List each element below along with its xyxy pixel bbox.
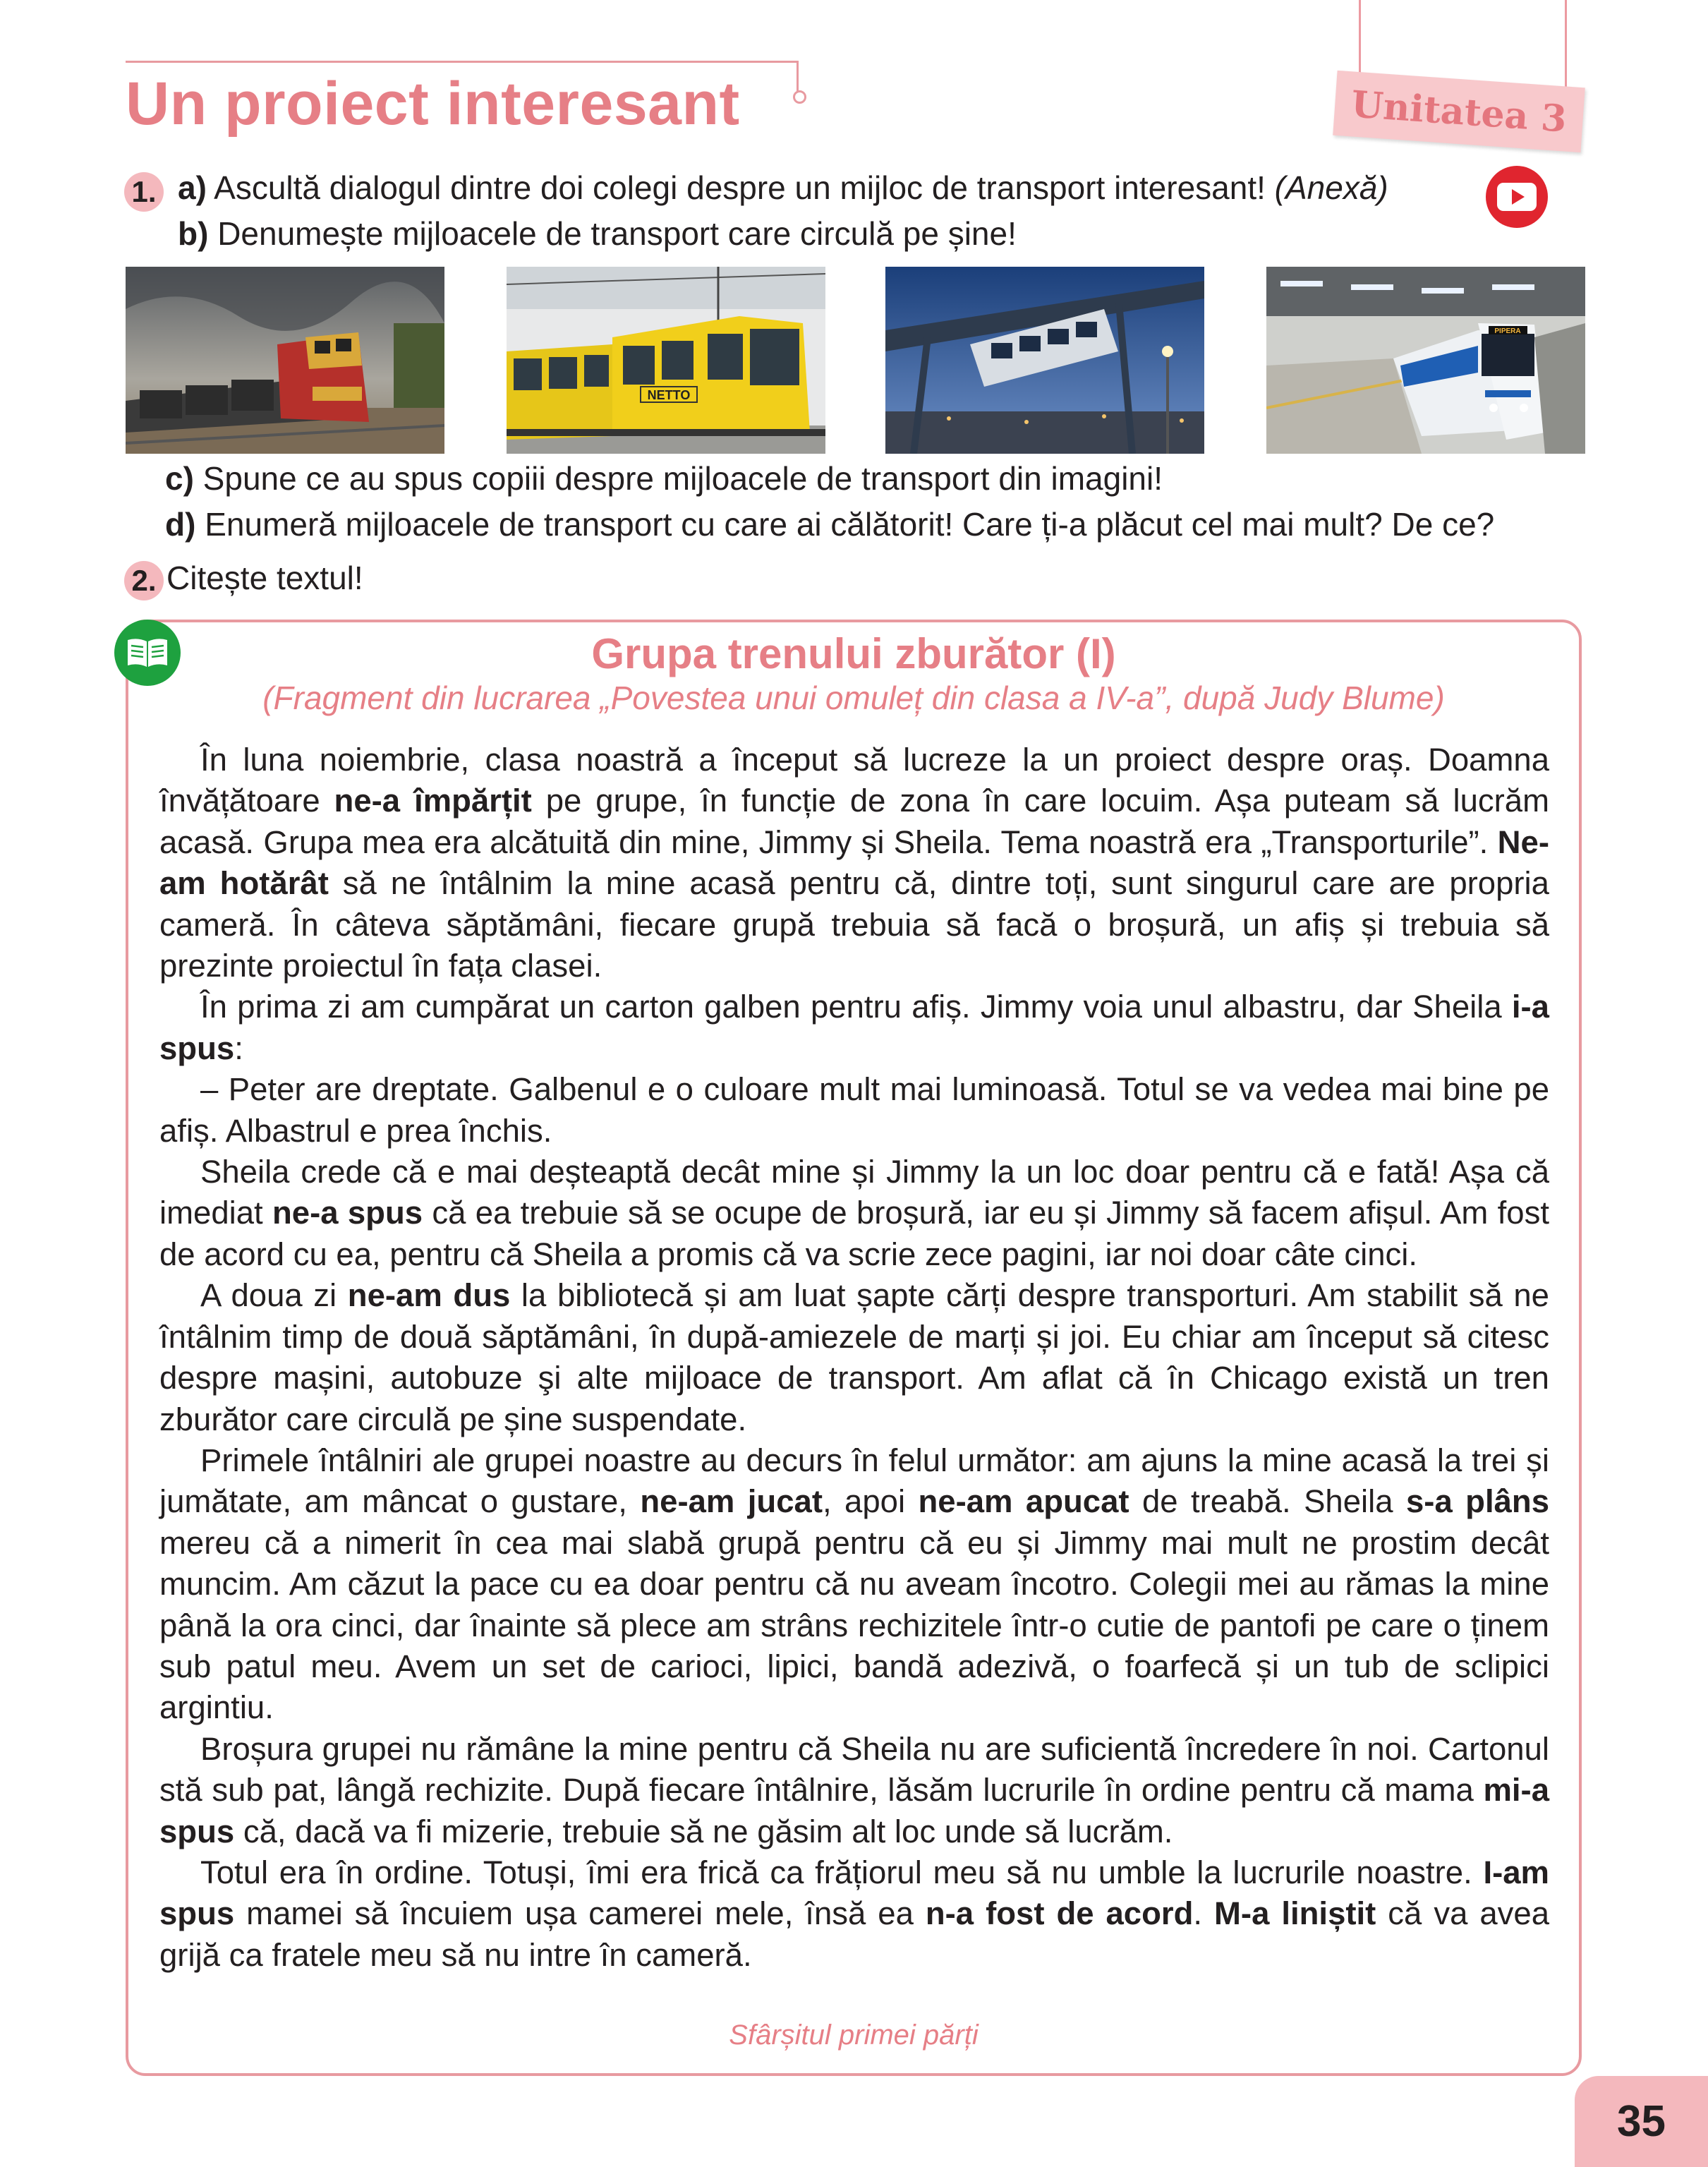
title-rule-dot (793, 90, 806, 104)
tag-string-right (1565, 0, 1567, 99)
story-dialogue: – Peter are dreptate. Galbenul e o culoare mult mai luminoasă. Totul se va vedea mai bine pe afiș. Albastrul e prea închis. (159, 1071, 1549, 1149)
story-ending-note: Sfârșitul primei părți (729, 2020, 979, 2051)
item-text-a: Ascultă dialogul dintre doi colegi despre un mijloc de transport interesant! (206, 169, 1275, 206)
story-paragraph: În prima zi am cumpărat un carton galben pentru afiș. Jimmy voia unul albastru, dar Sheila i-a spus: (159, 989, 1549, 1066)
exercise-1a-line (178, 169, 1388, 207)
story-text (159, 740, 1549, 1976)
exercise-1b-line (178, 215, 1017, 253)
page-title: Un proiect interesant (126, 70, 740, 138)
unit-tag: Unitatea 3 (1333, 71, 1585, 152)
title-rule-vertical (797, 61, 799, 92)
item-label-c: c) (165, 460, 194, 497)
play-video-icon[interactable] (1486, 166, 1548, 228)
story-paragraph: În luna noiembrie, clasa noastră a început să lucreze la un proiect despre oraș. Doamna învățătoare ne-a împărțit pe grupe, în funcție de zona în care locuim. Așa puteam să lucrăm acasă. Grupa mea era alcătuită din mine, Jimmy și Sheila. Tema noastră era „Transporturile”. Ne-am hotărât să ne întâlnim la mine acasă pentru că, dintre toți, sunt singurul care are propria cameră. În câteva săptămâni, fiecare grupă trebuia să facă o broșură, un afiș și trebuia să prezinte proiectul în fața clasei. (159, 742, 1550, 984)
metro-sign-text: PIPERA (1494, 327, 1521, 335)
photo-metro-train (1266, 267, 1585, 454)
exercise-1c-line (165, 459, 1163, 497)
title-rule (126, 61, 799, 63)
story-paragraph: Sheila crede că e mai deșteaptă decât mine și Jimmy la un loc doar pentru că e fată! Așa că imediat ne-a spus că ea trebuie să se ocupe de broșură, iar eu și Jimmy să facem afișul. Am fost de acord cu ea, pentru că Sheila a promis că va scrie zece pagini, iar noi doar câte cinci. (159, 1154, 1549, 1272)
story-paragraph: Totul era în ordine. Totuși, îmi era frică ca frățiorul meu să nu umble la lucrurile noastre. I-am spus mamei să încuiem ușa camerei mele, însă ea n-a fost de acord. M-a liniștit că va avea grijă ca fratele meu să nu intre în cameră. (159, 1854, 1550, 1973)
story-title: Grupa trenului zburător (I) (591, 630, 1116, 677)
photo-suspended-monorail (885, 267, 1204, 454)
item-label-a: a) (178, 169, 207, 206)
item-text-d: Enumeră mijloacele de transport cu care ai călătorit! Care ți-a plăcut cel mai mult? De ce? (195, 506, 1495, 543)
item-text-b: Denumește mijloacele de transport care circulă pe șine! (208, 215, 1017, 252)
story-subtitle: (Fragment din lucrarea „Povestea unui omuleț din clasa a IV-a”, după Judy Blume) (262, 680, 1445, 716)
exercise-2-instruction: Citește textul! (166, 560, 363, 596)
item-label-d: d) (165, 506, 196, 543)
photo-yellow-tram (507, 267, 825, 454)
tram-ad-text: NETTO (647, 388, 691, 402)
page-number: 35 (1575, 2076, 1708, 2167)
item-text-c: Spune ce au spus copiii despre mijloacele de transport din imagini! (193, 460, 1163, 497)
photo-freight-locomotive (126, 267, 444, 454)
story-paragraph: A doua zi ne-am dus la bibliotecă și am luat șapte cărți despre transporturi. Am stabilit să ne întâlnim timp de două săptămâni, în după-amiezele de marți și joi. Eu chiar am început să citesc despre mașini, autobuze şi alte mijloace de transport. Am aflat că în Chicago există un tren zburător care circulă pe șine suspendate. (159, 1277, 1549, 1437)
story-paragraph: Primele întâlniri ale grupei noastre au decurs în felul următor: am ajuns la mine acasă la trei și jumătate, am mâncat o gustare, ne-am jucat, apoi ne-am apucat de treabă. Sheila s-a plâns mereu că a nimerit în cea mai slabă grupă pentru că eu și Jimmy mai mult ne prostim decât muncim. Am căzut la pace cu ea doar pentru că nu aveam încotro. Colegii mei au rămas la mine până la ora cinci, dar înainte să plece am strâns rechizitele într-o cutie de pantofi pe care o ținem sub patul meu. Avem un set de carioci, lipici, bandă adezivă, o foarfecă și un tub de sclipici argintiu. (159, 1442, 1549, 1726)
exercise-number-badge: 1. (124, 172, 164, 212)
annex-note: (Anexă) (1274, 169, 1388, 206)
item-label-b: b) (178, 215, 209, 252)
exercise-1d-line (165, 505, 1494, 543)
exercise-number-badge: 2. (124, 561, 164, 600)
story-paragraph: Broșura grupei nu rămâne la mine pentru că Sheila nu are suficientă încredere în noi. Cartonul stă sub pat, lângă rechizite. După fiecare întâlnire, lăsăm lucrurile în ordine pentru că mama mi-a spus că, dacă va fi mizerie, trebuie să ne găsim alt loc unde să lucrăm. (159, 1730, 1549, 1849)
